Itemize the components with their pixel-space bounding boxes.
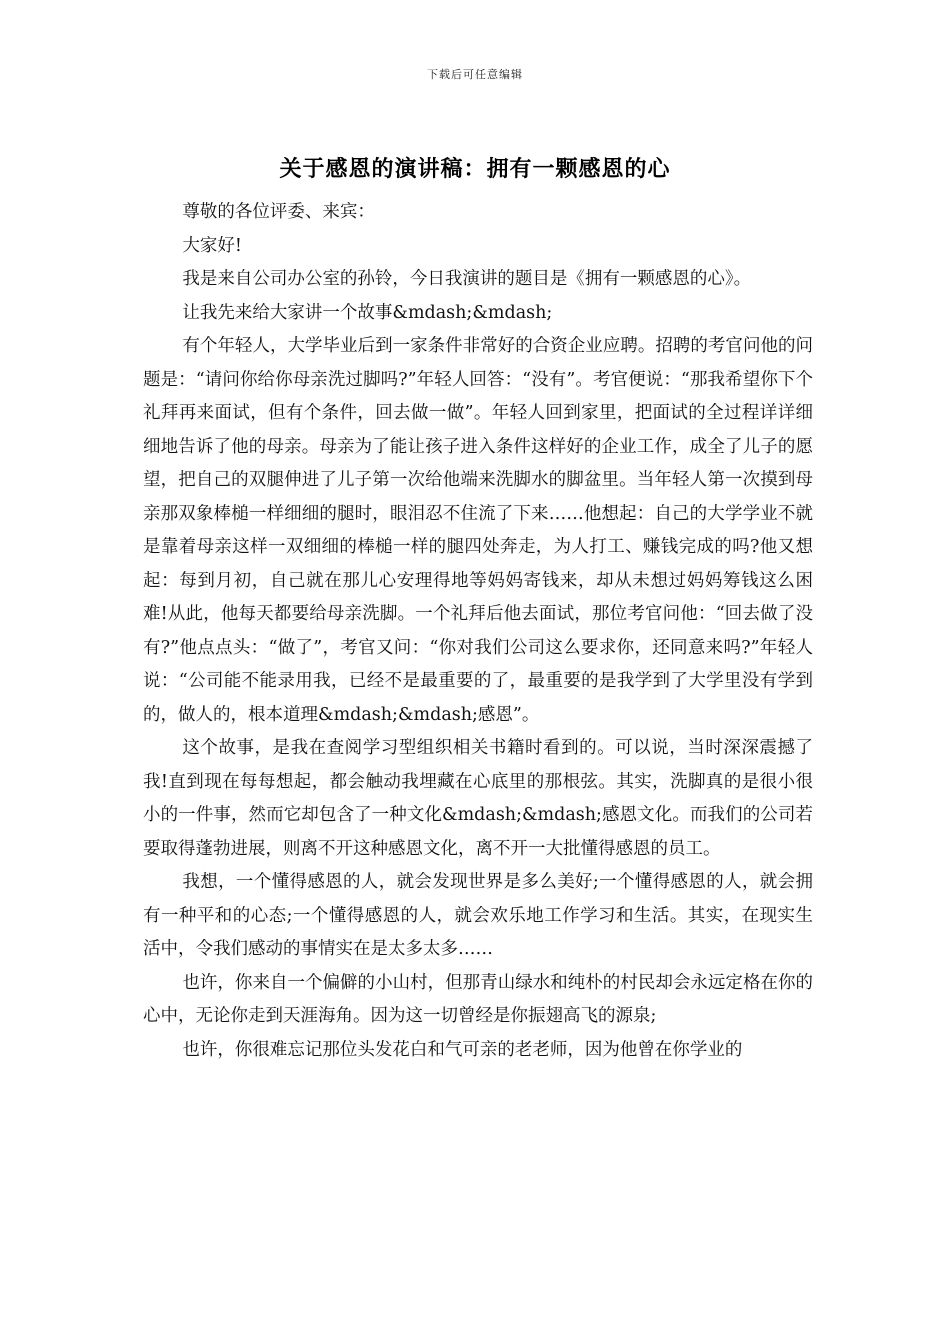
document-body [143,196,813,1067]
paragraph: 我想，一个懂得感恩的人，就会发现世界是多么美好;一个懂得感恩的人，就会拥有一种平和的心态;一个懂得感恩的人，就会欢乐地工作学习和生活。其实，在现实生活中，令我们感动的事情实在是太多太多…… [143,872,813,959]
header-note: 下载后可任意编辑 [427,68,523,81]
salutation: 尊敬的各位评委、来宾： [182,202,375,222]
paragraph: 让我先来给大家讲一个故事&mdash;&mdash; [182,302,553,323]
paragraph: 我是来自公司办公室的孙铃，今日我演讲的题目是《拥有一颗感恩的心》。 [182,269,752,289]
paragraph: 这个故事，是我在查阅学习型组织相关书籍时看到的。可以说，当时深深震撼了我!直到现在每每想起，都会触动我埋藏在心底里的那根弦。其实，洗脚真的是很小很小的一件事，然而它却包含了一种文化&mdash;&mdash;感恩文化。而我们的公司若要取得蓬勃进展，则离不开这种感恩文化，离不开一大批懂得感恩的员工。 [143,738,813,859]
paragraph: 也许，你很难忘记那位头发花白和气可亲的老老师，因为他曾在你学业的 [182,1039,743,1060]
greeting: 大家好! [182,235,242,256]
document-title: 关于感恩的演讲稿：拥有一颗感恩的心 [279,156,671,182]
paragraph: 有个年轻人，大学毕业后到一家条件非常好的合资企业应聘。招聘的考官问他的问题是：“请问你给你母亲洗过脚吗?”年轻人回答：“没有”。考官便说：“那我希望你下个礼拜再来面试，但有个条件，回去做一做”。年轻人回到家里，把面试的全过程详详细细地告诉了他的母亲。母亲为了能让孩子进入条件这样好的企业工作，成全了儿子的愿望，把自己的双腿伸进了儿子第一次给他端来洗脚水的脚盆里。当年轻人第一次摸到母亲那双象棒槌一样细细的腿时，眼泪忍不住流了下来……他想起：自己的大学学业不就是靠着母亲这样一双细细的棒槌一样的腿四处奔走，为人打工、赚钱完成的吗?他又想起：每到月初，自己就在那儿心安理得地等妈妈寄钱来，却从未想过妈妈筹钱这么困难!从此，他每天都要给母亲洗脚。一个礼拜后他去面试，那位考官问他：“回去做了没有?”他点点头：“做了”，考官又问：“你对我们公司这么要求你，还同意来吗?”年轻人说：“公司能不能录用我，已经不是最重要的了，最重要的是我学到了大学里没有学到的，做人的，根本道理&mdash;&mdash;感恩”。 [143,336,813,725]
paragraph: 也许，你来自一个偏僻的小山村，但那青山绿水和纯朴的村民却会永远定格在你的心中，无论你走到天涯海角。因为这一切曾经是你振翅高飞的源泉; [143,972,813,1026]
